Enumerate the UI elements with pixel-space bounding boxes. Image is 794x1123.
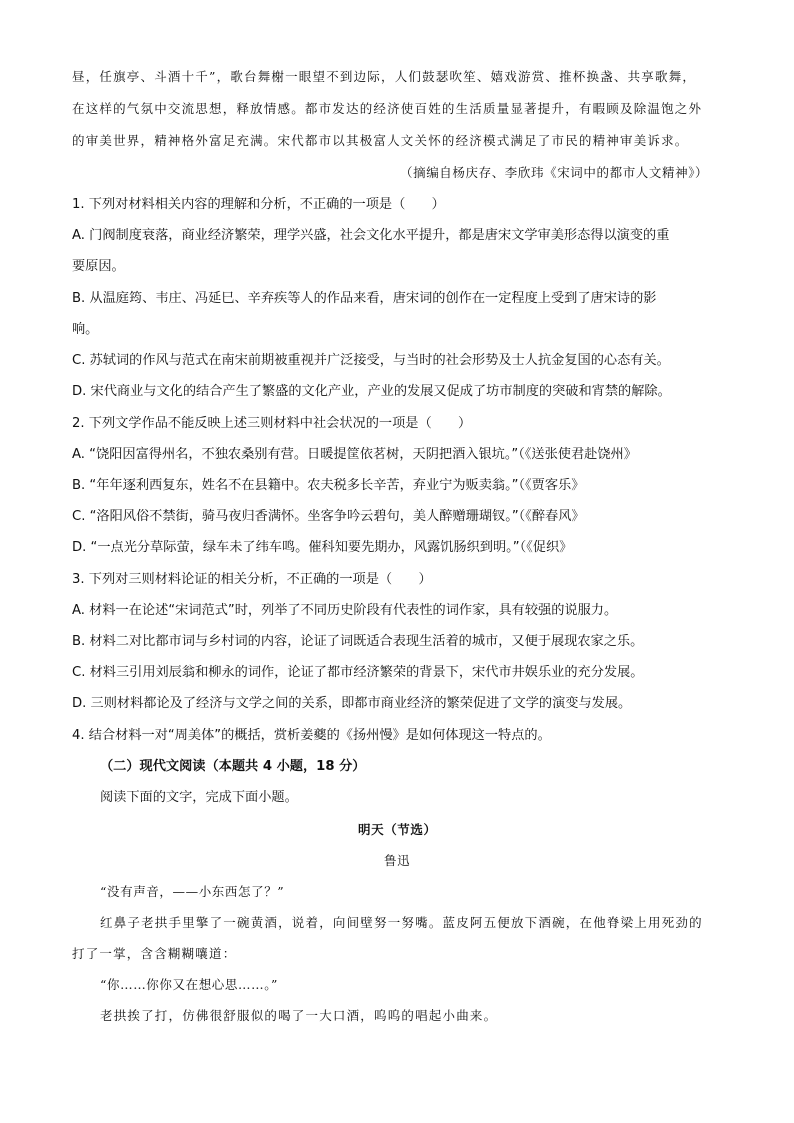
question-3-option-c: C. 材料三引用刘辰翁和柳永的词作，论证了都市经济繁荣的背景下，宋代市井娱乐业的充分发展。 [72,665,644,680]
question-1-option-d: D. 宋代商业与文化的结合产生了繁盛的文化产业，产业的发展又促成了坊市制度的突破和宵禁的解除。 [72,384,671,399]
section-instruction: 阅读下面的文字，完成下面小题。 [100,790,298,805]
question-3-option-a: A. 材料一在论述“宋词范式”时，列举了不同历史阶段有代表性的词作家，具有较强的说服力。 [72,603,618,618]
question-1-option-a-cont: 要原因。 [72,259,125,274]
question-3-option-b: B. 材料二对比都市词与乡村词的内容，论证了词既适合表现生活着的城市，又便于展现农家之乐。 [72,634,644,649]
story-paragraph-3: “你……你你又在想心思……。” [100,977,279,992]
question-1-option-c: C. 苏轼词的作风与范式在南宋前期被重视并广泛接受，与当时的社会形势及士人抗金复国的心态有关。 [72,353,670,368]
question-2-stem: 2. 下列文学作品不能反映上述三则材料中社会状况的一项是（ ） [72,416,472,431]
story-paragraph-2-cont: 打了一掌，含含糊糊嚷道： [72,946,237,961]
story-author: 鲁迅 [384,853,411,868]
passage-source: （摘编自杨庆存、李欣玮《宋词中的都市人文精神》） [400,165,709,180]
question-1-option-b: B. 从温庭筠、韦庄、冯延巳、辛弃疾等人的作品来看，唐宋词的创作在一定程度上受到了唐宋诗的影 [72,291,657,306]
question-3-option-d: D. 三则材料都论及了经济与文学之间的关系，即都市商业经济的繁荣促进了文学的演变与发展。 [72,696,632,711]
question-1-stem: 1. 下列对材料相关内容的理解和分析，不正确的一项是（ ） [72,197,445,212]
story-paragraph-2: 红鼻子老拱手里擎了一碗黄酒，说着，向间壁努一努嘴。蓝皮阿五便放下酒碗，在他脊梁上用死劲的 [100,915,703,930]
question-1-option-b-cont: 响。 [72,322,99,337]
passage-line-1: 昼，任旗亭、斗酒十千”，歌台舞榭一眼望不到边际，人们鼓瑟吹笙、嬉戏游赏、推杯换盏、共享歌舞， [72,69,697,84]
story-paragraph-1: “没有声音，——小东西怎了？” [100,884,285,899]
question-2-option-c: C. “洛阳风俗不禁街，骑马夜归香满怀。坐客争吟云碧句，美人醉赠珊瑚钗。”（《醉春风》 [72,509,585,524]
story-paragraph-4: 老拱挨了打，仿佛很舒服似的喝了一大口酒，呜呜的唱起小曲来。 [100,1008,498,1023]
passage-line-2: 在这样的气氛中交流思想，释放情感。都市发达的经济使百姓的生活质量显著提升，有暇顾及除温饱之外 [72,101,703,116]
story-title: 明天（节选） [358,822,437,837]
question-3-stem: 3. 下列对三则材料论证的相关分析，不正确的一项是（ ） [72,572,432,587]
question-2-option-b: B. “年年逐利西复东，姓名不在县籍中。农夫税多长辛苦，弃业宁为贩卖翁。”（《贾客乐》 [72,478,585,493]
section-heading: （二）现代文阅读（本题共 4 小题，18 分） [100,759,366,774]
question-4-stem: 4. 结合材料一对“周美体”的概括，赏析姜夔的《扬州慢》是如何体现这一特点的。 [72,728,551,743]
passage-line-3: 的审美世界，精神格外富足充满。宋代都市以其极富人文关怀的经济模式满足了市民的精神审美诉求。 [72,133,689,148]
question-2-option-a: A. “饶阳因富得州名，不独农桑别有营。日暖提筐依茗树，天阴把酒入银坑。”（《送张使君赴饶州》 [72,447,637,462]
question-1-option-a: A. 门阀制度衰落，商业经济繁荣，理学兴盛，社会文化水平提升，都是唐宋文学审美形态得以演变的重 [72,228,670,243]
question-2-option-d: D. “一点光分草际萤，绿车未了纬车鸣。催科知要先期办，风露饥肠织到明。”（《促织》 [72,540,573,555]
